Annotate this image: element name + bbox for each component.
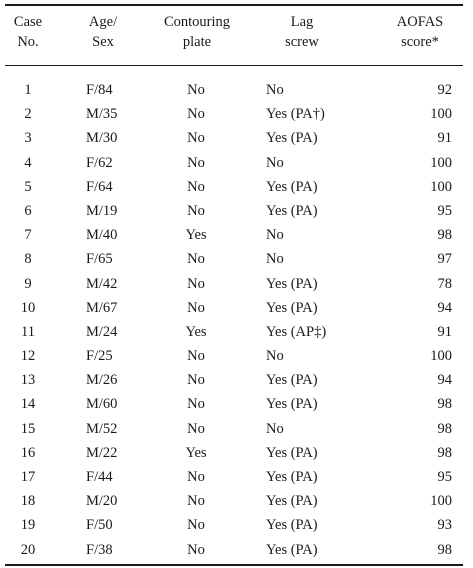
cell-contouring-plate: No [187,420,205,437]
table-row [0,102,473,126]
cell-case-no: 13 [20,372,36,389]
header-lag-line2: screw [285,34,319,50]
cell-aofas-score: 95 [437,202,452,219]
table-bottom-rule [5,564,463,566]
header-case-no [6,12,50,52]
header-age-line1: Age/ [88,14,118,30]
table-header [0,12,473,62]
cell-age-sex: M/20 [86,493,118,510]
cell-case-no: 15 [20,420,36,437]
header-plate-line2: plate [182,34,212,50]
cell-case-no: 17 [20,469,36,485]
table-row [0,465,473,489]
cell-case-no: 20 [20,541,36,558]
cell-aofas-score: 98 [437,396,452,413]
cell-lag-screw: Yes (PA) [266,130,318,147]
header-lag-line1: Lag [290,14,314,30]
cell-lag-screw: No [266,348,284,365]
cell-contouring-plate: No [187,372,205,389]
cell-aofas-score: 98 [437,420,452,437]
cell-lag-screw: Yes (PA) [266,396,318,413]
cell-lag-screw: Yes (PA) [266,517,318,534]
cell-contouring-plate: Yes [185,444,207,461]
cell-aofas-score: 100 [430,154,452,171]
cell-aofas-score: 100 [430,493,452,510]
header-age-sex [78,12,128,52]
cell-aofas-score: 78 [437,275,452,292]
table-row [0,538,473,562]
cell-case-no: 8 [24,251,32,268]
cell-case-no: 19 [20,517,36,534]
cell-age-sex: F/84 [86,82,113,98]
table-row [0,272,473,296]
cell-case-no: 5 [24,178,32,195]
table-row [0,392,473,416]
cell-age-sex: M/42 [86,275,118,292]
cell-lag-screw: No [266,420,284,437]
cell-age-sex: F/25 [86,348,113,365]
cell-lag-screw: Yes (PA) [266,178,318,195]
cell-aofas-score: 92 [437,82,452,98]
cell-contouring-plate: No [187,396,205,413]
table-row [0,296,473,320]
cell-lag-screw: Yes (PA) [266,299,318,316]
table-row [0,199,473,223]
cell-age-sex: F/50 [86,517,113,534]
table-row [0,368,473,392]
header-score-line2: score* [401,34,439,50]
header-lag-screw [262,12,342,52]
cell-contouring-plate: No [187,348,205,365]
cell-contouring-plate: No [187,178,205,195]
header-age-line2: Sex [92,34,114,50]
cell-aofas-score: 98 [437,541,452,558]
cell-age-sex: M/26 [86,372,118,389]
cell-age-sex: M/40 [86,227,118,244]
cell-aofas-score: 95 [437,469,452,485]
cell-case-no: 2 [24,106,32,123]
header-case-line1: Case [13,14,43,30]
header-case-line2: No. [17,34,39,50]
cell-lag-screw: Yes (PA) [266,275,318,292]
header-score-line1: AOFAS [396,14,444,30]
table-row [0,126,473,150]
cell-contouring-plate: No [187,130,205,147]
cell-age-sex: M/24 [86,323,118,340]
cell-aofas-score: 94 [437,372,452,389]
cell-lag-screw: Yes (PA) [266,372,318,389]
cell-age-sex: M/35 [86,106,118,123]
cell-lag-screw: Yes (PA†) [266,106,325,123]
cell-contouring-plate: Yes [185,323,207,340]
cell-lag-screw: Yes (PA) [266,202,318,219]
cell-aofas-score: 91 [437,130,452,147]
cell-case-no: 10 [20,299,36,316]
cell-lag-screw: No [266,227,284,244]
table-top-rule [5,4,463,6]
cell-age-sex: M/19 [86,202,118,219]
cell-case-no: 18 [20,493,36,510]
cell-case-no: 6 [24,202,32,219]
cell-lag-screw: No [266,154,284,171]
cell-lag-screw: Yes (PA) [266,444,318,461]
table-row [0,78,473,102]
table-row [0,344,473,368]
cell-contouring-plate: No [187,493,205,510]
header-aofas-score [380,12,460,52]
header-plate-line1: Contouring [163,14,231,30]
cell-contouring-plate: No [187,106,205,123]
cell-lag-screw: No [266,82,284,98]
cell-lag-screw: No [266,251,284,268]
table-row [0,513,473,537]
header-contouring-plate [152,12,242,52]
table-row [0,223,473,247]
cell-age-sex: F/44 [86,469,113,485]
cell-age-sex: M/52 [86,420,118,437]
cell-lag-screw: Yes (PA) [266,469,318,485]
cell-case-no: 4 [24,154,32,171]
table-row [0,247,473,271]
cell-case-no: 1 [24,82,32,98]
table-body [0,78,473,562]
cell-contouring-plate: No [187,251,205,268]
cell-aofas-score: 97 [437,251,452,268]
cell-lag-screw: Yes (PA) [266,541,318,558]
cell-aofas-score: 100 [430,348,452,365]
cell-contouring-plate: No [187,154,205,171]
cell-lag-screw: Yes (PA) [266,493,318,510]
cell-aofas-score: 100 [430,106,452,123]
cell-case-no: 9 [24,275,32,292]
cell-age-sex: M/30 [86,130,118,147]
cell-age-sex: M/67 [86,299,118,316]
cell-age-sex: M/22 [86,444,118,461]
cell-lag-screw: Yes (AP‡) [266,323,327,340]
table-row [0,441,473,465]
cell-aofas-score: 98 [437,227,452,244]
cell-contouring-plate: No [187,202,205,219]
cell-age-sex: F/62 [86,154,113,171]
cell-aofas-score: 93 [437,517,452,534]
table-row [0,320,473,344]
cell-contouring-plate: No [187,469,205,485]
cell-case-no: 12 [20,348,36,365]
table-row [0,417,473,441]
cell-case-no: 14 [20,396,36,413]
cell-contouring-plate: No [187,299,205,316]
table-row [0,175,473,199]
table-row [0,489,473,513]
cell-age-sex: F/64 [86,178,113,195]
cell-aofas-score: 91 [437,323,452,340]
cell-contouring-plate: No [187,517,205,534]
cell-case-no: 3 [24,130,32,147]
cell-contouring-plate: No [187,275,205,292]
cell-contouring-plate: No [187,541,205,558]
cell-age-sex: M/60 [86,396,118,413]
table-header-rule [5,65,463,66]
cell-case-no: 11 [21,323,35,340]
table-row [0,151,473,175]
cell-case-no: 7 [24,227,32,244]
cell-contouring-plate: Yes [185,227,207,244]
cell-age-sex: F/65 [86,251,113,268]
cell-case-no: 16 [20,444,36,461]
cell-aofas-score: 98 [437,444,452,461]
cell-aofas-score: 94 [437,299,452,316]
cell-age-sex: F/38 [86,541,113,558]
cell-aofas-score: 100 [430,178,452,195]
cell-contouring-plate: No [187,82,205,98]
